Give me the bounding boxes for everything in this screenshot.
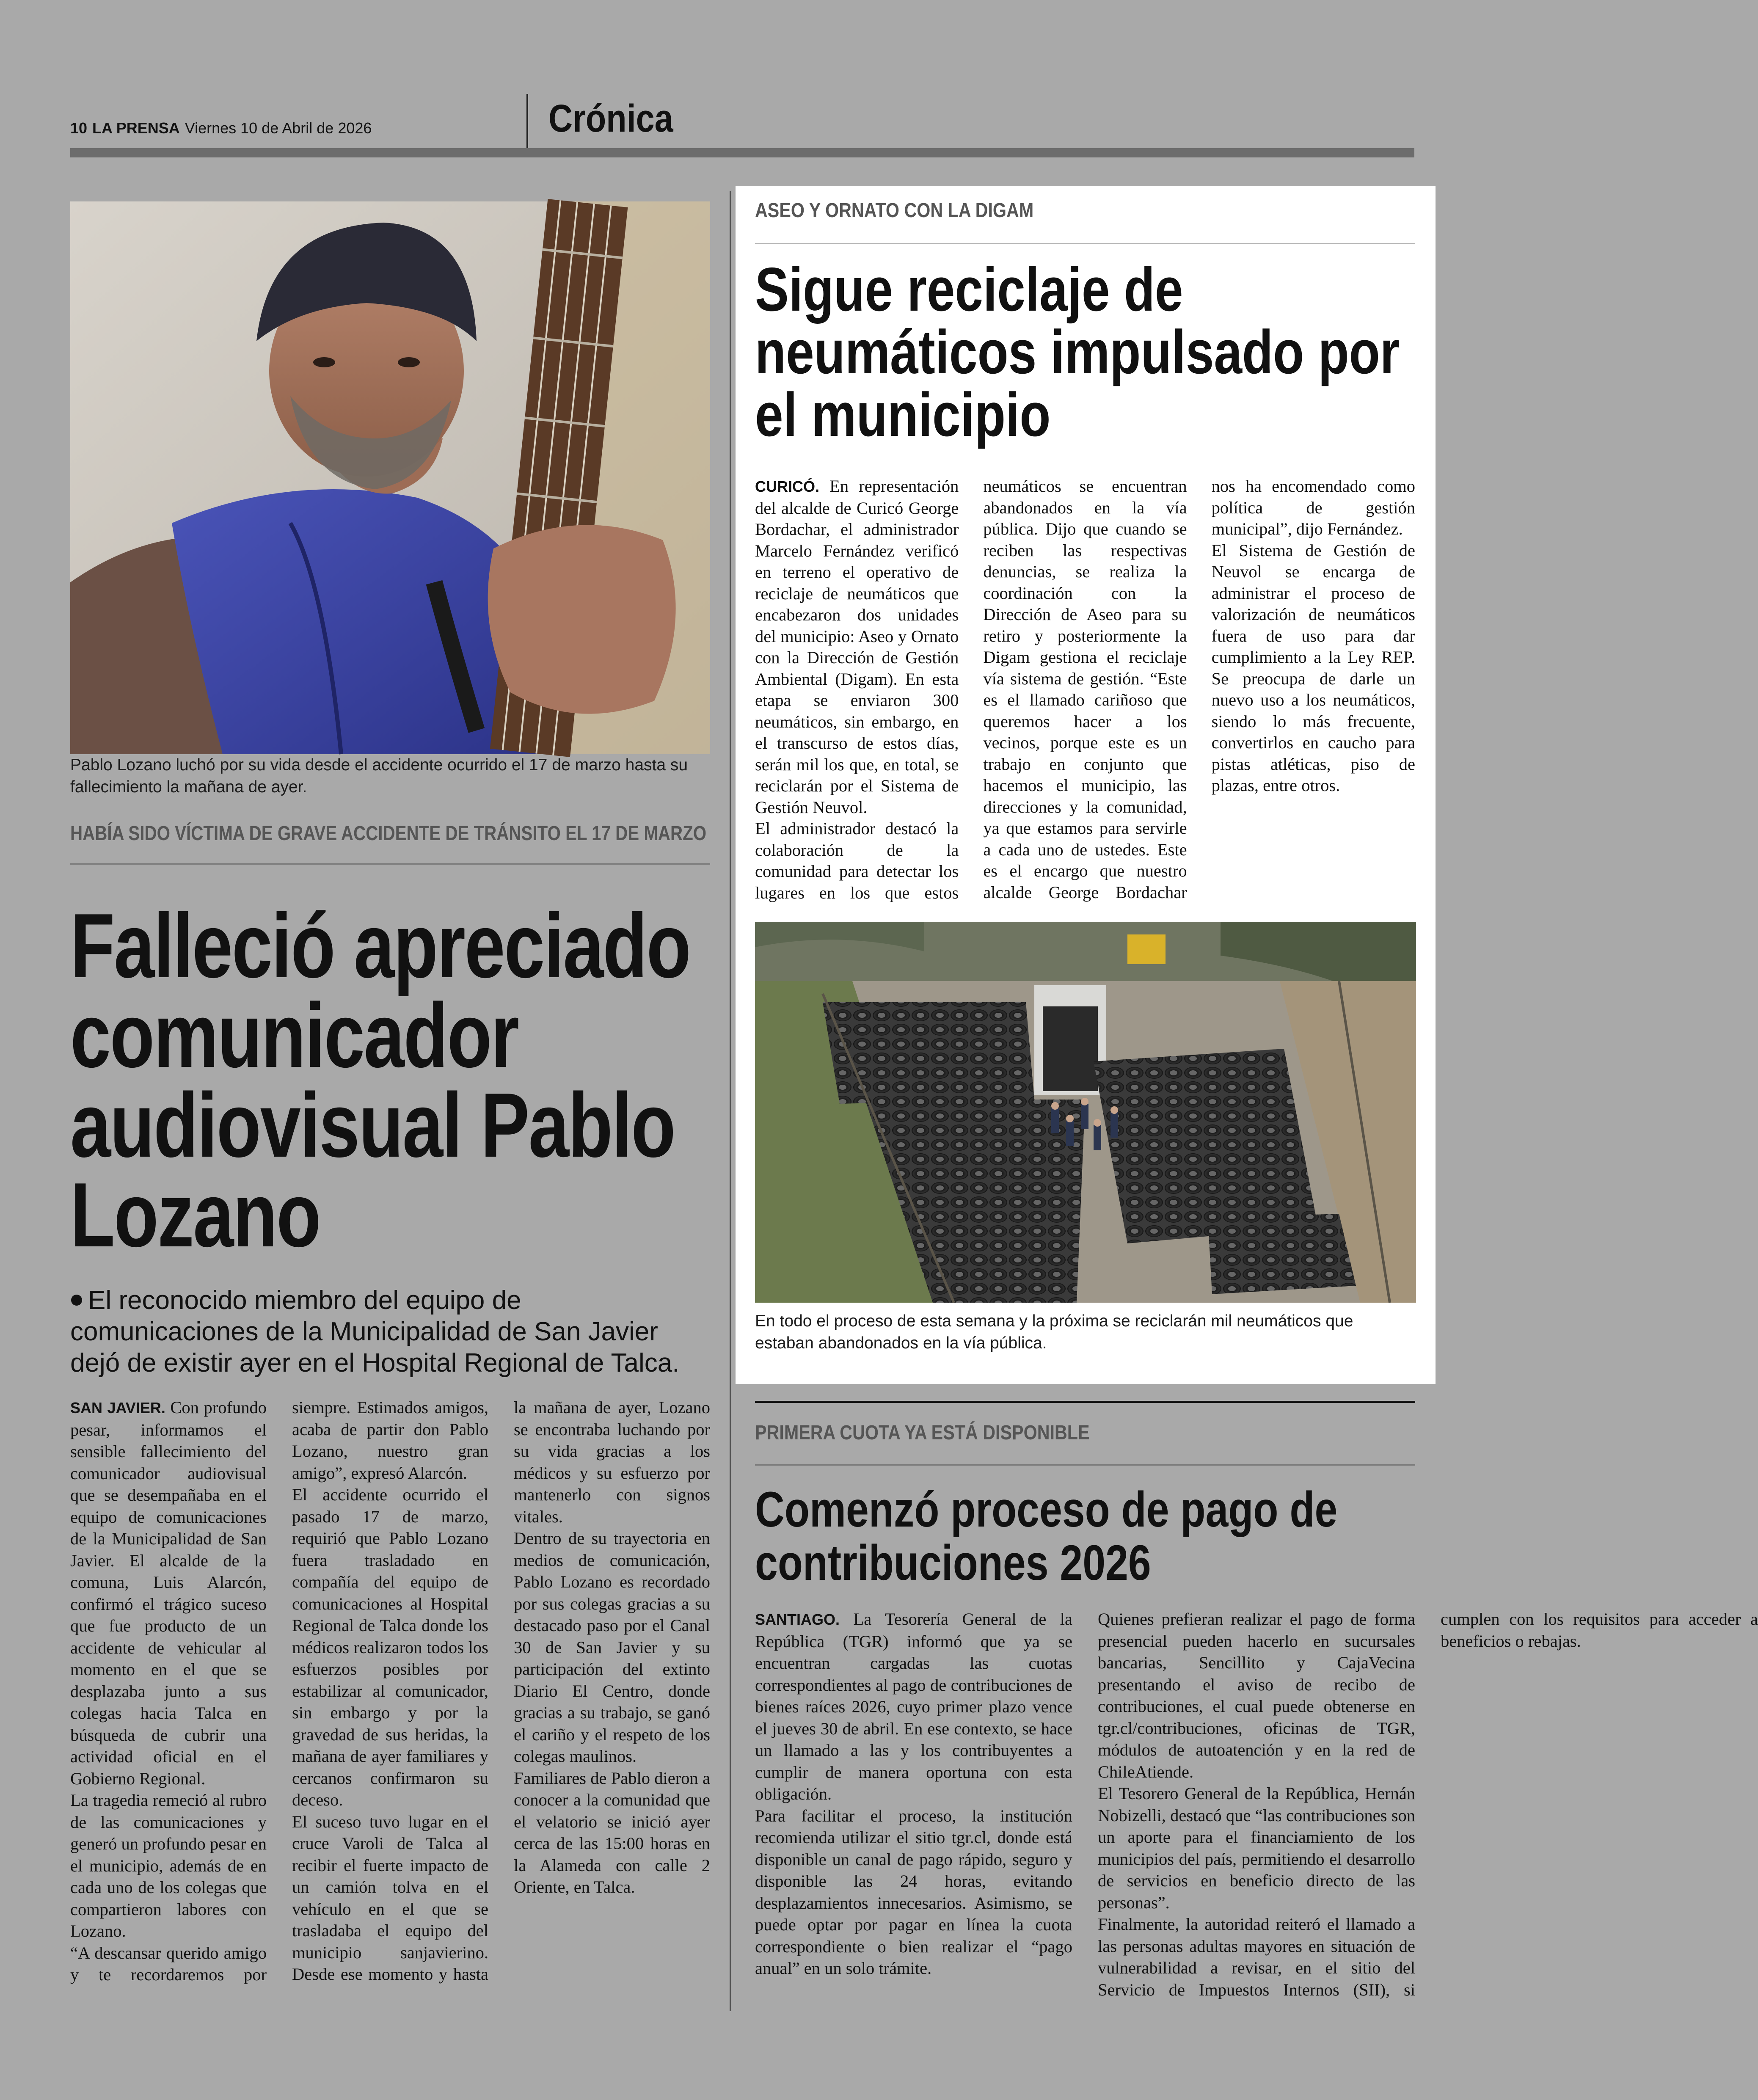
article-headline: Falleció apreciado comunicador audiovisual Pablo Lozano	[70, 894, 690, 1266]
body-paragraph: El administrador destacó la colaboración de la comunidad para detectar los lugares en los que estos neumáticos se encuentran abandonados en la vía pública. Dijo que cuando se reciben las respectivas denuncias, se realiza la coordinación con la Dirección de Aseo para su retiro y posteriormente la Digam gestiona el reciclaje vía sistema de gestión. “Este es el llamado cariñoso que queremos hacer a los vecinos, porque este es un trabajo en conjunto que hacemos el municipio, las direcciones y la comunidad, ya que estamos para servirle a cada uno de ustedes. Este es el encargo que nuestro alcalde George Bordachar nos ha encomendado como política de gestión municipal”, dijo Fernández.	[755, 477, 1415, 902]
tire-yard-photo	[755, 922, 1416, 1303]
column-separator	[730, 191, 731, 2011]
portrait-photo	[70, 201, 710, 754]
body-paragraph: El accidente ocurrido el pasado 17 de marzo, requirió que Pablo Lozano fuera trasladado en compañía del equipo de comunicaciones al Hospital Regional de Talca donde los médicos realizaron todos los esfuerzos posibles por estabilizar al comunicador, sin embargo y por la gravedad de sus heridas, la mañana de ayer familiares y cercanos confirmaron su deceso.	[292, 1485, 488, 1809]
article-kicker: HABÍA SIDO VÍCTIMA DE GRAVE ACCIDENTE DE TRÁNSITO EL 17 DE MARZO	[70, 822, 707, 845]
issue-date: Viernes 10 de Abril de 2026	[185, 119, 372, 137]
dek-text: El reconocido miembro del equipo de comunicaciones de la Municipalidad de San Javier dejó de existir ayer en el Hospital Regional de Talca.	[70, 1286, 680, 1378]
photo-caption: En todo el proceso de esta semana y la próxima se reciclarán mil neumáticos que estaban abandonados en la vía pública.	[755, 1312, 1353, 1352]
body-paragraph: SANTIAGO. La Tesorería General de la República (TGR) informó que ya se encuentran cargadas las cuotas correspondientes al pago de contribuciones de bienes raíces 2026, cuyo primer plazo vence el jueves 30 de abril. En ese contexto, se hace un llamado a las y los contribuyentes a cumplir de manera oportuna con esta obligación.	[755, 1609, 1072, 1803]
body-paragraph: El suceso tuvo lugar en el cruce Varoli de Talca al recibir el fuerte impacto de un camión tolva en el vehículo en el que se trasladaba el equipo del municipio sanjavierino. Desde ese momento y hasta la mañana de ayer, Lozano se encontraba luchando por su vida gracias a los médicos y su esfuerzo por mantenerlo con signos vitales.	[292, 1398, 710, 1984]
article-headline: Sigue reciclaje de neumáticos impulsado por el municipio	[755, 255, 1400, 449]
body-paragraph: Familiares de Pablo dieron a conocer a la comunidad que el velatorio se inició ayer cerca de las 15:00 horas en la Alameda con calle 2 Oriente, en Talca.	[514, 1768, 710, 1896]
body-paragraph: Dentro de su trayectoria en medios de comunicación, Pablo Lozano es recordado por sus colegas gracias a su destacado paso por el Canal 30 de San Javier y su participación del extinto Diario El Centro, donde gracias a su trabajo, se ganó el cariño y el respeto de los colegas maulinos.	[514, 1529, 710, 1766]
photo-caption: Pablo Lozano luchó por su vida desde el accidente ocurrido el 17 de marzo hasta su fallecimiento la mañana de ayer.	[70, 756, 688, 796]
article-dek	[70, 1285, 710, 1379]
article-kicker: ASEO Y ORNATO CON LA DIGAM	[755, 199, 1034, 222]
header-divider	[526, 94, 528, 149]
page-folio	[70, 119, 372, 137]
article-body	[755, 1608, 1758, 2006]
page-number: 10	[70, 119, 88, 137]
article-body	[755, 476, 1415, 907]
body-paragraph: Quienes prefieran realizar el pago de forma presencial pueden hacerlo en sucursales bancarias, Sencillito y CajaVecina presentando el aviso de recibo de contribuciones, el cual puede obtenerse en tgr.cl/contribuciones, oficinas de TGR, módulos de autoatención y en la red de ChileAtiende.	[1098, 1609, 1415, 1781]
body-paragraph: El Sistema de Gestión de Neuvol se encarga de administrar el proceso de valorización de neumáticos fuera de uso para dar cumplimiento a la Ley REP. Se preocupa de darle un nuevo uso a los neumáticos, siendo lo más frecuente, convertirlos en caucho para pistas atléticas, piso de plazas, entre otros.	[1211, 540, 1415, 795]
body-paragraph: “A descansar querido amigo y te recordaremos por siempre. Estimados amigos, acaba de partir don Pablo Lozano, nuestro gran amigo”, expresó Alarcón.	[70, 1398, 488, 1984]
section-title: Crónica	[548, 97, 673, 140]
header-rule	[70, 148, 1414, 157]
article-headline: Comenzó proceso de pago de contribuciones 2026	[755, 1482, 1338, 1591]
article-kicker: PRIMERA CUOTA YA ESTÁ DISPONIBLE	[755, 1422, 1090, 1444]
kicker-rule	[755, 243, 1415, 244]
article-body	[70, 1397, 710, 2006]
body-paragraph: Finalmente, la autoridad reiteró el llamado a las personas adultas mayores en situación de vulnerabilidad a revisar, en el sitio del Servicio de Impuestos Internos (SII), si cumplen con los requisitos para acceder a beneficios o rebajas.	[1098, 1609, 1758, 1999]
body-paragraph: La tragedia remeció al rubro de las comunicaciones y generó un profundo pesar en el municipio, además de en cada uno de los colegas que compartieron labores con Lozano.	[70, 1791, 267, 1940]
body-paragraph: El Tesorero General de la República, Hernán Nobizelli, destacó que “las contribuciones son un aporte para el financiamiento de los municipios del país, permitiendo el desarrollo de servicios en beneficio directo de las personas”.	[1098, 1784, 1415, 1912]
kicker-rule	[70, 863, 710, 865]
publication-name: LA PRENSA	[92, 119, 180, 137]
dateline: SANTIAGO.	[755, 1611, 840, 1628]
dateline: CURICÓ.	[755, 478, 819, 495]
body-paragraph: Para facilitar el proceso, la institución recomienda utilizar el sitio tgr.cl, donde está disponible un canal de pago rápido, seguro y disponible las 24 horas, evitando desplazamientos innecesarios. Asimismo, se puede optar por pagar en línea la cuota correspondiente o bien realizar el “pago anual” en un solo trámite.	[755, 1806, 1072, 1978]
body-paragraph: SAN JAVIER. Con profundo pesar, informamos el sensible fallecimiento del comunicador audiovisual que se desempañaba en el equipo de comunicaciones de la Municipalidad de San Javier. El alcalde de la comuna, Luis Alarcón, confirmó el trágico suceso que fue producto de un accidente de vehicular al momento en el que se desplazaba junto a sus colegas hacia Talca en búsqueda de cubrir una actividad oficial en el Gobierno Regional.	[70, 1398, 267, 1788]
body-paragraph: CURICÓ. En representación del alcalde de Curicó George Bordachar, el administrador Marcelo Fernández verificó en terreno el operativo de reciclaje de neumáticos que encabezaron dos unidades del municipio: Aseo y Ornato con la Dirección de Gestión Ambiental (Digam). En esta etapa se enviaron 300 neumáticos, sin embargo, en el transcurso de estos días, serán mil los que, en total, se reciclarán por el Sistema de Gestión Neuvol.	[755, 477, 959, 817]
kicker-rule	[755, 1464, 1415, 1466]
bullet-icon	[71, 1295, 82, 1306]
dateline: SAN JAVIER.	[70, 1399, 165, 1417]
article-top-rule	[755, 1401, 1415, 1403]
